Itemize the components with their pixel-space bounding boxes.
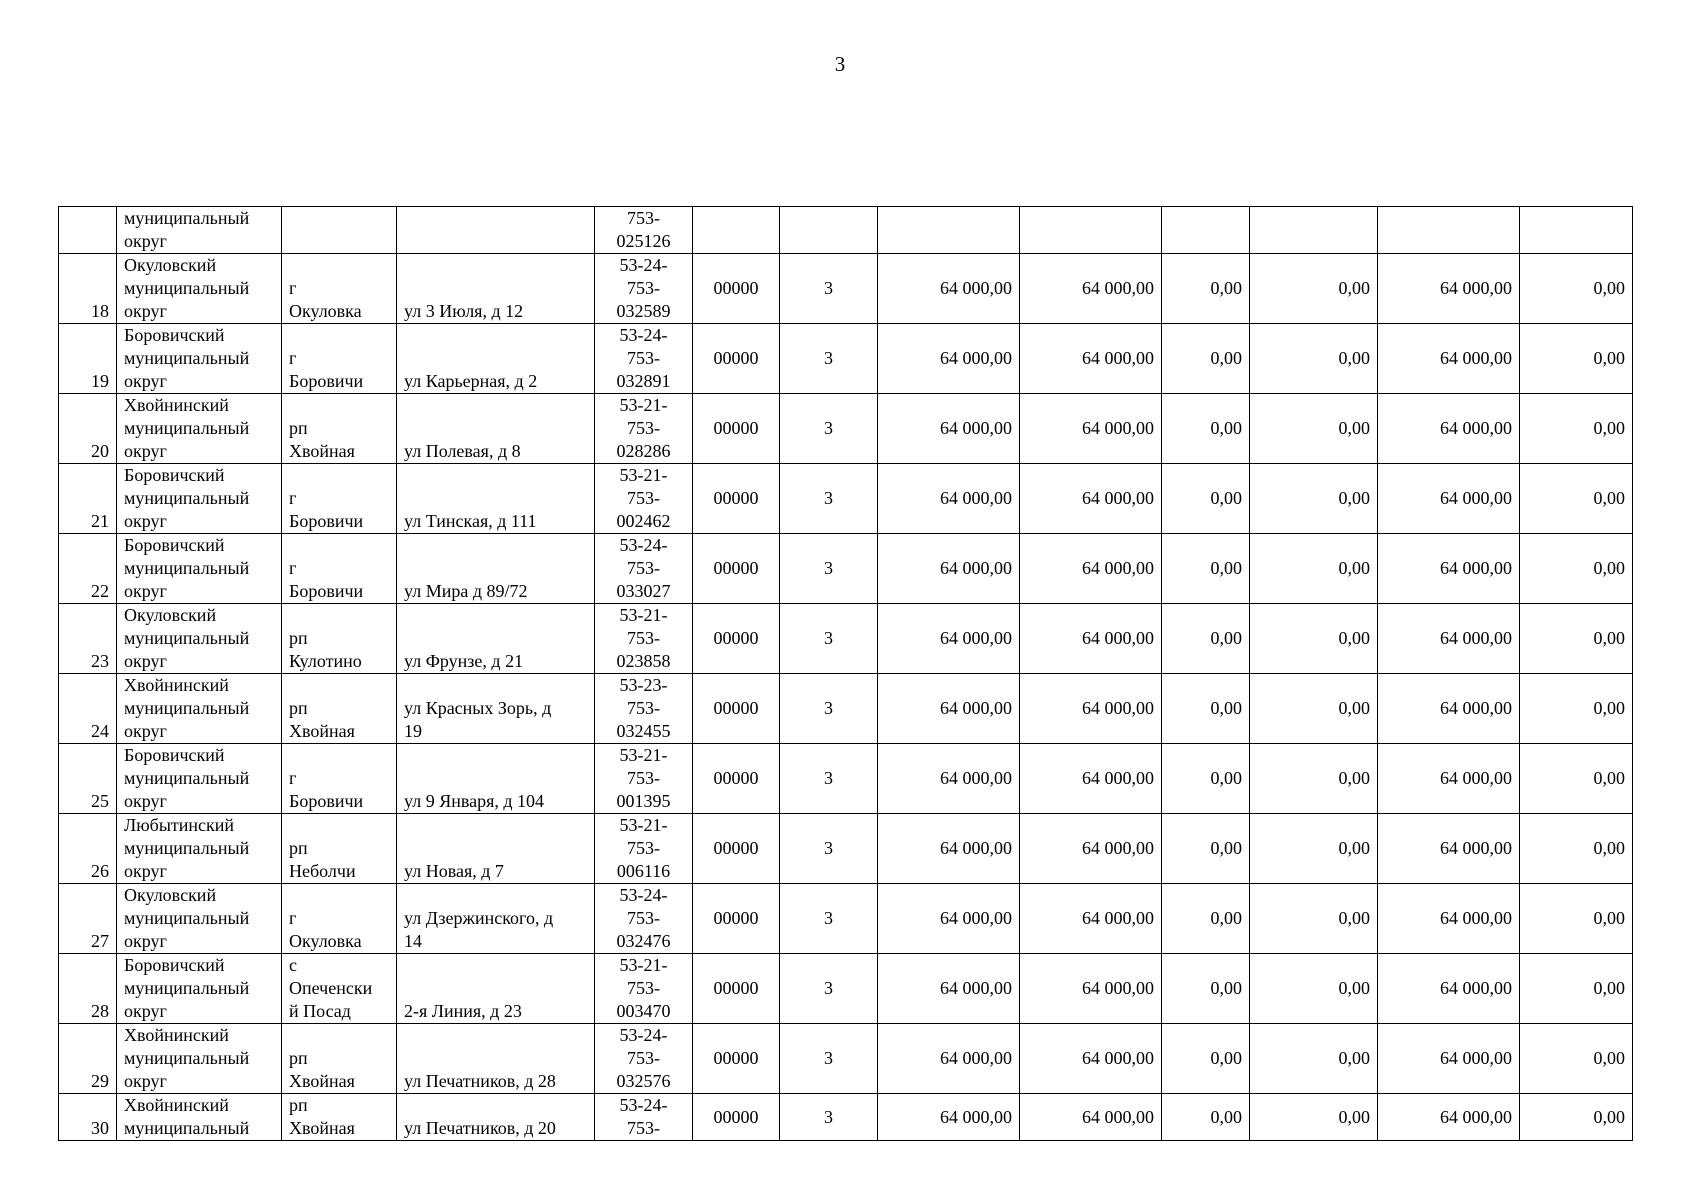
v5-cell: 64 000,00 xyxy=(1378,464,1520,534)
code-cell: 53-21- 753- 001395 xyxy=(595,744,693,814)
locality-cell: г Окуловка xyxy=(282,254,397,324)
table-row xyxy=(59,464,1633,534)
c2-cell: 3 xyxy=(780,954,878,1024)
code-cell: 53-21- 753- 003470 xyxy=(595,954,693,1024)
v2-cell: 64 000,00 xyxy=(1020,884,1162,954)
row-number-cell: 29 xyxy=(59,1024,117,1094)
district-cell: Боровичский муниципальный округ xyxy=(117,744,282,814)
v4-cell: 0,00 xyxy=(1250,604,1378,674)
c1-cell: 00000 xyxy=(693,744,780,814)
locality-cell: г Боровичи xyxy=(282,464,397,534)
district-cell: Боровичский муниципальный округ xyxy=(117,464,282,534)
v6-cell: 0,00 xyxy=(1520,814,1633,884)
v4-cell: 0,00 xyxy=(1250,534,1378,604)
row-number-cell: 21 xyxy=(59,464,117,534)
address-cell: ул Красных Зорь, д 19 xyxy=(397,674,595,744)
v6-cell: 0,00 xyxy=(1520,744,1633,814)
code-cell: 53-21- 753- 002462 xyxy=(595,464,693,534)
c1-cell: 00000 xyxy=(693,254,780,324)
district-cell: Боровичский муниципальный округ xyxy=(117,954,282,1024)
page-number: 3 xyxy=(834,52,846,76)
v4-cell: 0,00 xyxy=(1250,254,1378,324)
v6-cell: 0,00 xyxy=(1520,464,1633,534)
locality-cell: рп Хвойная xyxy=(282,1024,397,1094)
v5-cell: 64 000,00 xyxy=(1378,534,1520,604)
row-number-cell: 30 xyxy=(59,1094,117,1141)
address-cell: ул 3 Июля, д 12 xyxy=(397,254,595,324)
v1-cell: 64 000,00 xyxy=(878,464,1020,534)
v2-cell: 64 000,00 xyxy=(1020,534,1162,604)
v1-cell: 64 000,00 xyxy=(878,954,1020,1024)
v3-cell: 0,00 xyxy=(1162,1024,1250,1094)
data-table xyxy=(58,206,1633,1141)
district-cell: Любытинский муниципальный округ xyxy=(117,814,282,884)
v3-cell xyxy=(1162,207,1250,254)
table-row xyxy=(59,604,1633,674)
v2-cell: 64 000,00 xyxy=(1020,394,1162,464)
district-cell: Окуловский муниципальный округ xyxy=(117,604,282,674)
v1-cell: 64 000,00 xyxy=(878,534,1020,604)
row-number-cell: 27 xyxy=(59,884,117,954)
v5-cell: 64 000,00 xyxy=(1378,814,1520,884)
district-cell: Окуловский муниципальный округ xyxy=(117,884,282,954)
district-cell: Хвойнинский муниципальный округ xyxy=(117,1024,282,1094)
v4-cell: 0,00 xyxy=(1250,954,1378,1024)
locality-cell: г Окуловка xyxy=(282,884,397,954)
v5-cell: 64 000,00 xyxy=(1378,954,1520,1024)
row-number-cell: 26 xyxy=(59,814,117,884)
v2-cell: 64 000,00 xyxy=(1020,744,1162,814)
address-cell: ул Дзержинского, д 14 xyxy=(397,884,595,954)
v5-cell: 64 000,00 xyxy=(1378,604,1520,674)
c1-cell: 00000 xyxy=(693,604,780,674)
c1-cell: 00000 xyxy=(693,464,780,534)
row-number-cell: 24 xyxy=(59,674,117,744)
c2-cell: 3 xyxy=(780,254,878,324)
locality-cell: г Боровичи xyxy=(282,324,397,394)
v3-cell: 0,00 xyxy=(1162,394,1250,464)
address-cell: ул Тинская, д 111 xyxy=(397,464,595,534)
v2-cell xyxy=(1020,207,1162,254)
v1-cell: 64 000,00 xyxy=(878,394,1020,464)
c1-cell: 00000 xyxy=(693,674,780,744)
v6-cell: 0,00 xyxy=(1520,604,1633,674)
address-cell: ул Новая, д 7 xyxy=(397,814,595,884)
v1-cell: 64 000,00 xyxy=(878,1024,1020,1094)
v3-cell: 0,00 xyxy=(1162,814,1250,884)
district-cell: Хвойнинский муниципальный округ xyxy=(117,394,282,464)
v3-cell: 0,00 xyxy=(1162,464,1250,534)
locality-cell xyxy=(282,207,397,254)
address-cell: ул Фрунзе, д 21 xyxy=(397,604,595,674)
c1-cell: 00000 xyxy=(693,534,780,604)
locality-cell: с Опеченски й Посад xyxy=(282,954,397,1024)
c2-cell xyxy=(780,207,878,254)
v5-cell: 64 000,00 xyxy=(1378,674,1520,744)
v6-cell: 0,00 xyxy=(1520,674,1633,744)
v5-cell: 64 000,00 xyxy=(1378,394,1520,464)
c1-cell: 00000 xyxy=(693,884,780,954)
v2-cell: 64 000,00 xyxy=(1020,1024,1162,1094)
code-cell: 53-24- 753- 032576 xyxy=(595,1024,693,1094)
v6-cell: 0,00 xyxy=(1520,324,1633,394)
c2-cell: 3 xyxy=(780,604,878,674)
table-row xyxy=(59,324,1633,394)
table-row xyxy=(59,884,1633,954)
table-row xyxy=(59,744,1633,814)
district-cell: Боровичский муниципальный округ xyxy=(117,324,282,394)
c1-cell: 00000 xyxy=(693,954,780,1024)
v6-cell xyxy=(1520,207,1633,254)
v5-cell: 64 000,00 xyxy=(1378,254,1520,324)
v6-cell: 0,00 xyxy=(1520,254,1633,324)
v4-cell: 0,00 xyxy=(1250,744,1378,814)
v6-cell: 0,00 xyxy=(1520,884,1633,954)
table-row xyxy=(59,814,1633,884)
row-number-cell: 18 xyxy=(59,254,117,324)
address-cell: 2-я Линия, д 23 xyxy=(397,954,595,1024)
district-cell: Окуловский муниципальный округ xyxy=(117,254,282,324)
c2-cell: 3 xyxy=(780,674,878,744)
district-cell: Боровичский муниципальный округ xyxy=(117,534,282,604)
v2-cell: 64 000,00 xyxy=(1020,954,1162,1024)
v2-cell: 64 000,00 xyxy=(1020,1094,1162,1141)
code-cell: 53-23- 753- 032455 xyxy=(595,674,693,744)
v3-cell: 0,00 xyxy=(1162,254,1250,324)
district-cell: Хвойнинский муниципальный xyxy=(117,1094,282,1141)
v4-cell: 0,00 xyxy=(1250,1024,1378,1094)
row-number-cell xyxy=(59,207,117,254)
v2-cell: 64 000,00 xyxy=(1020,254,1162,324)
address-cell xyxy=(397,207,595,254)
c1-cell: 00000 xyxy=(693,394,780,464)
code-cell: 53-24- 753- 032589 xyxy=(595,254,693,324)
code-cell: 53-24- 753- xyxy=(595,1094,693,1141)
v5-cell xyxy=(1378,207,1520,254)
v5-cell: 64 000,00 xyxy=(1378,884,1520,954)
v4-cell: 0,00 xyxy=(1250,814,1378,884)
c1-cell: 00000 xyxy=(693,814,780,884)
v6-cell: 0,00 xyxy=(1520,1094,1633,1141)
address-cell: ул Печатников, д 20 xyxy=(397,1094,595,1141)
locality-cell: рп Неболчи xyxy=(282,814,397,884)
code-cell: 53-24- 753- 033027 xyxy=(595,534,693,604)
v5-cell: 64 000,00 xyxy=(1378,1024,1520,1094)
v6-cell: 0,00 xyxy=(1520,1024,1633,1094)
c2-cell: 3 xyxy=(780,814,878,884)
table-row xyxy=(59,954,1633,1024)
table-row xyxy=(59,534,1633,604)
v2-cell: 64 000,00 xyxy=(1020,324,1162,394)
v2-cell: 64 000,00 xyxy=(1020,604,1162,674)
v3-cell: 0,00 xyxy=(1162,884,1250,954)
v2-cell: 64 000,00 xyxy=(1020,464,1162,534)
v6-cell: 0,00 xyxy=(1520,394,1633,464)
v4-cell: 0,00 xyxy=(1250,674,1378,744)
locality-cell: рп Кулотино xyxy=(282,604,397,674)
locality-cell: г Боровичи xyxy=(282,534,397,604)
table-row xyxy=(59,1094,1633,1141)
code-cell: 53-21- 753- 028286 xyxy=(595,394,693,464)
v5-cell: 64 000,00 xyxy=(1378,744,1520,814)
c2-cell: 3 xyxy=(780,1094,878,1141)
locality-cell: рп Хвойная xyxy=(282,674,397,744)
c2-cell: 3 xyxy=(780,884,878,954)
table-row xyxy=(59,1024,1633,1094)
v6-cell: 0,00 xyxy=(1520,534,1633,604)
table-row xyxy=(59,674,1633,744)
row-number-cell: 25 xyxy=(59,744,117,814)
v1-cell: 64 000,00 xyxy=(878,604,1020,674)
v1-cell: 64 000,00 xyxy=(878,324,1020,394)
v5-cell: 64 000,00 xyxy=(1378,324,1520,394)
v1-cell: 64 000,00 xyxy=(878,674,1020,744)
v1-cell: 64 000,00 xyxy=(878,254,1020,324)
row-number-cell: 28 xyxy=(59,954,117,1024)
c2-cell: 3 xyxy=(780,394,878,464)
district-cell: Хвойнинский муниципальный округ xyxy=(117,674,282,744)
row-number-cell: 23 xyxy=(59,604,117,674)
address-cell: ул Полевая, д 8 xyxy=(397,394,595,464)
v3-cell: 0,00 xyxy=(1162,324,1250,394)
c2-cell: 3 xyxy=(780,464,878,534)
c1-cell xyxy=(693,207,780,254)
code-cell: 753- 025126 xyxy=(595,207,693,254)
table-row xyxy=(59,394,1633,464)
table-row-continuation xyxy=(59,207,1633,254)
c2-cell: 3 xyxy=(780,744,878,814)
v6-cell: 0,00 xyxy=(1520,954,1633,1024)
v3-cell: 0,00 xyxy=(1162,674,1250,744)
locality-cell: г Боровичи xyxy=(282,744,397,814)
locality-cell: рп Хвойная xyxy=(282,394,397,464)
v3-cell: 0,00 xyxy=(1162,534,1250,604)
row-number-cell: 20 xyxy=(59,394,117,464)
v4-cell: 0,00 xyxy=(1250,1094,1378,1141)
c1-cell: 00000 xyxy=(693,1094,780,1141)
v4-cell xyxy=(1250,207,1378,254)
c1-cell: 00000 xyxy=(693,1024,780,1094)
row-number-cell: 19 xyxy=(59,324,117,394)
c2-cell: 3 xyxy=(780,534,878,604)
v3-cell: 0,00 xyxy=(1162,1094,1250,1141)
code-cell: 53-24- 753- 032891 xyxy=(595,324,693,394)
locality-cell: рп Хвойная xyxy=(282,1094,397,1141)
address-cell: ул Карьерная, д 2 xyxy=(397,324,595,394)
v1-cell: 64 000,00 xyxy=(878,744,1020,814)
district-cell: муниципальный округ xyxy=(117,207,282,254)
v1-cell: 64 000,00 xyxy=(878,814,1020,884)
row-number-cell: 22 xyxy=(59,534,117,604)
v1-cell xyxy=(878,207,1020,254)
address-cell: ул Мира д 89/72 xyxy=(397,534,595,604)
address-cell: ул Печатников, д 28 xyxy=(397,1024,595,1094)
v4-cell: 0,00 xyxy=(1250,884,1378,954)
v5-cell: 64 000,00 xyxy=(1378,1094,1520,1141)
code-cell: 53-21- 753- 023858 xyxy=(595,604,693,674)
v3-cell: 0,00 xyxy=(1162,744,1250,814)
c1-cell: 00000 xyxy=(693,324,780,394)
v3-cell: 0,00 xyxy=(1162,604,1250,674)
v4-cell: 0,00 xyxy=(1250,394,1378,464)
v3-cell: 0,00 xyxy=(1162,954,1250,1024)
v2-cell: 64 000,00 xyxy=(1020,814,1162,884)
c2-cell: 3 xyxy=(780,324,878,394)
address-cell: ул 9 Января, д 104 xyxy=(397,744,595,814)
v4-cell: 0,00 xyxy=(1250,324,1378,394)
v1-cell: 64 000,00 xyxy=(878,1094,1020,1141)
code-cell: 53-21- 753- 006116 xyxy=(595,814,693,884)
table-row xyxy=(59,254,1633,324)
v2-cell: 64 000,00 xyxy=(1020,674,1162,744)
v1-cell: 64 000,00 xyxy=(878,884,1020,954)
c2-cell: 3 xyxy=(780,1024,878,1094)
v4-cell: 0,00 xyxy=(1250,464,1378,534)
code-cell: 53-24- 753- 032476 xyxy=(595,884,693,954)
